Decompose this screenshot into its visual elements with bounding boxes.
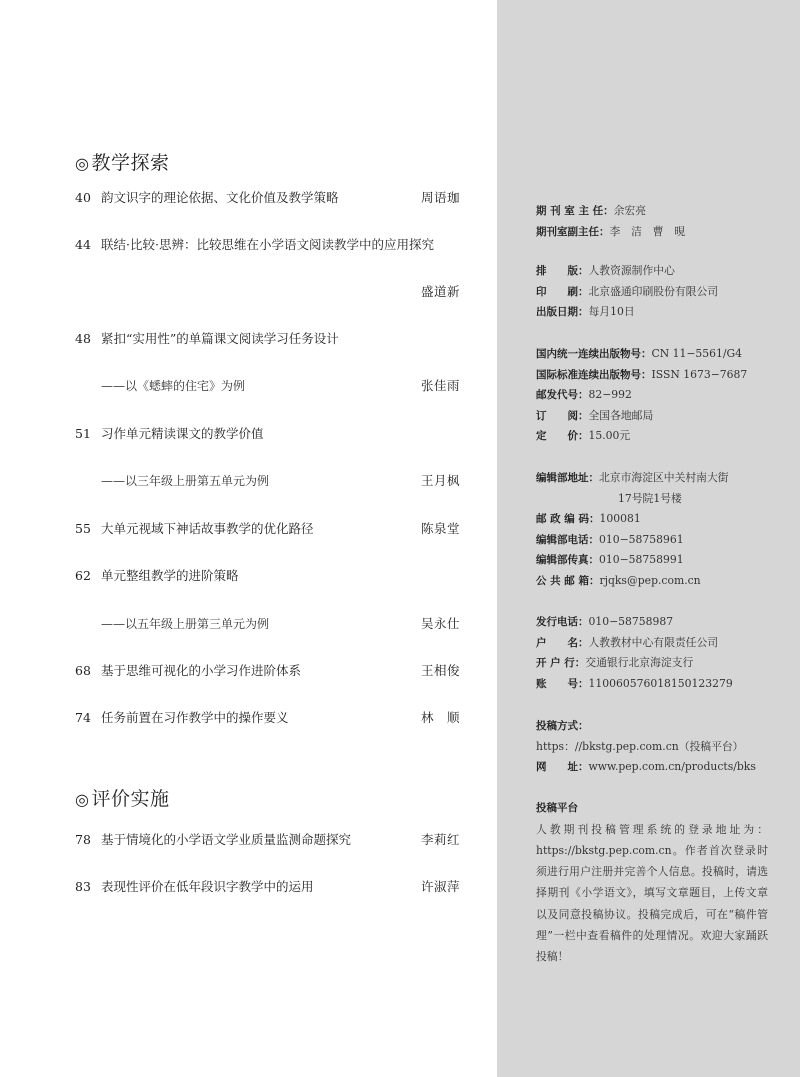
contact-line: 邮 政 编 码：100081 bbox=[536, 512, 641, 525]
contents-subtitle-row bbox=[75, 470, 460, 492]
contact-line: 编辑部传真：010−58758991 bbox=[536, 553, 684, 566]
article-author: 吴永仕 bbox=[420, 616, 460, 631]
article-title: ——以《蟋蟀的住宅》为例 bbox=[101, 379, 246, 393]
section-title-text: 教学探索 bbox=[91, 152, 170, 174]
contents-row bbox=[75, 707, 460, 729]
editor-line: 期 刊 室 主 任：余宏亮 bbox=[536, 204, 647, 217]
contents-subtitle-row bbox=[75, 375, 460, 397]
page-number: 55 bbox=[75, 521, 91, 536]
page-number: 62 bbox=[75, 568, 91, 583]
editors-block bbox=[536, 201, 786, 242]
page-number: 83 bbox=[75, 879, 91, 894]
code-line: 国际标准连续出版物号：ISSN 1673−7687 bbox=[536, 367, 748, 381]
article-title: ——以三年级上册第五单元为例 bbox=[101, 474, 270, 488]
platform-heading: 投稿平台 bbox=[536, 802, 578, 814]
contents-row bbox=[75, 829, 460, 851]
section-mark: ◎ bbox=[75, 790, 90, 809]
code-line: 订 阅：全国各地邮局 bbox=[536, 408, 654, 422]
code-line: 国内统一连续出版物号：CN 11−5561/G4 bbox=[536, 347, 743, 360]
article-author: 盛道新 bbox=[420, 284, 460, 299]
article-title: 韵文识字的理论依据、文化价值及教学策略 bbox=[101, 190, 339, 205]
page-number: 74 bbox=[75, 710, 91, 725]
section-title-evaluation bbox=[75, 784, 169, 811]
article-author: 张佳雨 bbox=[420, 378, 460, 393]
print-line: 排 版：人教资源制作中心 bbox=[536, 264, 675, 277]
article-author: 林 顺 bbox=[420, 710, 460, 725]
article-author: 周语珈 bbox=[420, 190, 460, 205]
article-title: 紧扣“实用性”的单篇课文阅读学习任务设计 bbox=[101, 331, 339, 346]
bank-line: 户 名：人教教材中心有限责任公司 bbox=[536, 635, 719, 649]
editor-line: 期刊室副主任：李 洁 曹 晛 bbox=[536, 224, 686, 238]
code-line: 邮发代号：82−992 bbox=[536, 388, 632, 401]
code-line: 定 价：15.00元 bbox=[536, 429, 631, 442]
contents-row bbox=[75, 234, 460, 256]
page-number: 40 bbox=[75, 190, 91, 205]
contact-line: 17号院1号楼 bbox=[618, 491, 682, 505]
article-title: 联结·比较·思辨：比较思维在小学语文阅读教学中的应用探究 bbox=[101, 237, 434, 252]
section-title-teaching bbox=[75, 148, 169, 175]
page-number: 68 bbox=[75, 663, 91, 678]
article-author: 李莉红 bbox=[420, 832, 460, 847]
page-number: 44 bbox=[75, 237, 91, 252]
page-number: 78 bbox=[75, 832, 91, 847]
article-title: 大单元视域下神话故事教学的优化路径 bbox=[101, 521, 314, 536]
contents-row bbox=[75, 328, 460, 350]
submit-block: 投稿方式： https：//bkstg.pep.com.cn（投稿平台） 网 址：www.pep.com.cn/products/bks bbox=[536, 720, 756, 773]
article-author: 王月枫 bbox=[420, 473, 460, 488]
submit-url: https：//bkstg.pep.com.cn（投稿平台） bbox=[536, 739, 744, 753]
contents-row bbox=[75, 876, 460, 898]
article-author: 王相俊 bbox=[420, 663, 460, 678]
article-title: 习作单元精读课文的教学价值 bbox=[101, 426, 264, 441]
bank-line: 账 号：110060576018150123279 bbox=[536, 676, 733, 690]
website-link: www.pep.com.cn/products/bks bbox=[588, 760, 756, 773]
article-title: 表现性评价在低年段识字教学中的运用 bbox=[101, 879, 314, 894]
page-number: 51 bbox=[75, 426, 91, 441]
print-block bbox=[536, 261, 786, 323]
contents-row bbox=[75, 518, 460, 540]
article-title: 基于情境化的小学语文学业质量监测命题探究 bbox=[101, 832, 352, 847]
contents-row bbox=[75, 187, 460, 209]
contents-subtitle-row bbox=[75, 613, 460, 635]
article-title: 基于思维可视化的小学习作进阶体系 bbox=[101, 663, 302, 678]
section-mark: ◎ bbox=[75, 154, 90, 173]
contact-block bbox=[536, 468, 786, 591]
contact-line: 编辑部地址：北京市海淀区中关村南大街 bbox=[536, 471, 729, 484]
contents-row bbox=[75, 660, 460, 682]
article-title: ——以五年级上册第三单元为例 bbox=[101, 617, 270, 631]
article-author: 许淑萍 bbox=[420, 879, 460, 894]
article-title: 任务前置在习作教学中的操作要义 bbox=[101, 710, 289, 725]
bank-line: 发行电话：010−58758987 bbox=[536, 615, 674, 628]
print-line: 印 刷：北京盛通印刷股份有限公司 bbox=[536, 284, 719, 298]
section-title-text: 评价实施 bbox=[91, 788, 170, 810]
bank-line: 开 户 行：交通银行北京海淀支行 bbox=[536, 656, 694, 669]
platform-text: 人教期刊投稿管理系统的登录地址为：https://bkstg.pep.com.cn。作者首次登录时须进行用户注册并完善个人信息。投稿时，请选择期刊《小学语文》，填写文章题目，上传文章以及同意投稿协议。投稿完成后，可在“稿件管理”一栏中查看稿件的处理情况。欢迎大家踊跃投稿！ bbox=[536, 822, 768, 964]
bank-block bbox=[536, 612, 786, 694]
codes-block bbox=[536, 344, 786, 447]
contact-line: 公 共 邮 箱：rjqks@pep.com.cn bbox=[536, 573, 701, 587]
page-number: 48 bbox=[75, 331, 91, 346]
contents-row bbox=[75, 281, 460, 303]
print-line: 出版日期：每月10日 bbox=[536, 305, 635, 318]
contact-line: 编辑部电话：010−58758961 bbox=[536, 532, 684, 546]
platform-block bbox=[536, 798, 786, 968]
article-author: 陈泉堂 bbox=[420, 521, 460, 536]
contents-row bbox=[75, 565, 460, 587]
article-title: 单元整组教学的进阶策略 bbox=[101, 568, 239, 583]
contents-row bbox=[75, 423, 460, 445]
submit-heading: 投稿方式： bbox=[536, 720, 589, 732]
